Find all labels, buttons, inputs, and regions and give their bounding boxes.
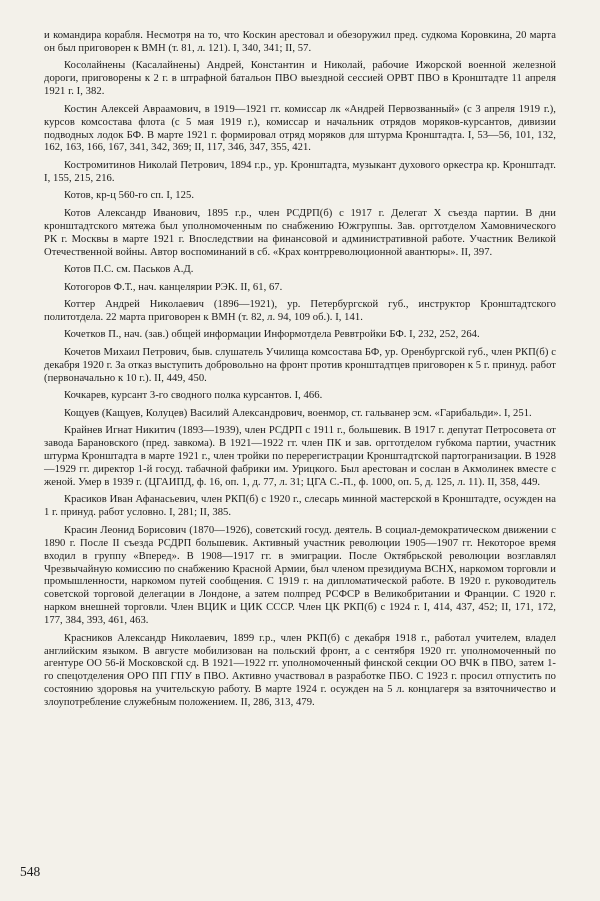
index-entry: Кочкарев, курсант 3-го сводного полка курсантов. I, 466. <box>64 390 323 402</box>
index-entry: Котов, кр-ц 560-го сп. I, 125. <box>64 190 195 202</box>
index-entry: Кощуев (Кащуев, Колуцев) Василий Александрович, военмор, ст. гальванер эсм. «Гарибальди». I, 251. <box>64 407 532 419</box>
page-number: 548 <box>20 864 41 879</box>
index-entry: Красников Александр Николаевич, 1899 г.р., член РКП(б) с декабря 1918 г., работал учителем, владел английским языком. В августе мобилизован на польский фронт, а с сентября 1920 гг. уполномоченный по агентуре ОО 56-й Московской сд. В 1921—1922 гг. уполномоченный финской секции ОО ВЧК в ПВО, затем 1-го спецотделения ОРО ПП ГПУ в ПВО. Активно участвовал в разработке ПБО. С 1923 г. просил отпустить по состоянию здоровья на учительскую работу. В марте 1924 г. осужден на 5 л. концлагеря за взяточничество и злоупотребление служебным положением. II, 286, 313, 479. <box>44 632 556 709</box>
index-entry: Коттер Андрей Николаевич (1896—1921), ур. Петербургской губ., инструктор Кронштадтского политотдела. 22 марта приговорен к ВМН (т. 82, л. 94, 109 об.). I, 141. <box>44 299 556 323</box>
index-entries <box>44 30 556 710</box>
index-entry: Красин Леонид Борисович (1870—1926), советский госуд. деятель. В социал-демократическом движении с 1890 г. После II съезда РСДРП большевик. Активный участник революции 1905—1907 гг. Некоторое время входил в группу «Вперед». В 1908—1917 гг. в эмиграции. После Октябрьской революции возглавлял Чрезвычайную комиссию по снабжению Красной Армии, был членом президиума ВСНХ, наркомом торговли и промышленности, наркомом путей сообщения. С 1919 г. на дипломатической работе. В 1920 г. руководитель советской торговой делегации в Лондоне, а затем полпред РСФСР в Великобритании и Франции. С 1920 г. нарком внешней торговли. Член ВЦИК и ЦИК СССР. Член ЦК РКП(б) с 1924 г. I, 414, 437, 452; II, 171, 172, 177, 384, 393, 461, 463. <box>44 524 556 627</box>
index-entry: Крайнев Игнат Никитич (1893—1939), член РСДРП с 1911 г., большевик. В 1917 г. депутат Петросовета от завода Барановского (пред. завкома). В 1921—1922 гг. член ПК и зав. оргготделом губкома партии, участник штурма Кронштадта в марте 1921 г., член тройки по перерегистрации Кронштадтской партогранизации. В 1928—1929 гг. директор 1-й госуд. табачной фабрики им. Урицкого. Был арестован и сослан в Акмолинек вместе с женой. Умер в 1939 г. (ЦГАИПД, ф. 16, оп. 1, д. 77, л. 31; ЦГА С.-П., ф. 1000, оп. 5, д. 125, л. 11). II, 358, 449. <box>44 425 556 488</box>
index-entry: Котов Александр Иванович, 1895 г.р., член РСДРП(б) с 1917 г. Делегат X съезда партии. В дни кронштадтского мятежа был уполномоченным по снабжению Южгруппы. Зав. оргготделом Хамовнического РК г. Москвы в марте 1921 г. Впоследствии на финансовой и административной работе. Участник Великой Отечественной войны. Автор воспоминаний в сб. «Крах контрреволюционной авантюры». II, 397. <box>44 207 556 258</box>
index-entry: Костин Алексей Авраамович, в 1919—1921 гг. комиссар лк «Андрей Первозванный» (с 3 апреля 1919 г.), курсов комсостава флота (с 5 мая 1919 г.), комиссар и начальник отрядов моряков-курсантов, дивизии подводных лодок БФ. В марте 1921 г. формировал отряд моряков для штурма Кронштадта. I, 53—56, 101, 132, 162, 163, 166, 167, 341, 342, 369; II, 117, 346, 347, 355, 421. <box>44 103 556 154</box>
index-entry: Красиков Иван Афанасьевич, член РКП(б) с 1920 г., слесарь минной мастерской в Кронштадте, осужден на 1 г. принуд. работ условно. I, 281; II, 385. <box>44 494 556 519</box>
index-entry: Кочетов Михаил Петрович, быв. слушатель Училища комсостава БФ, ур. Оренбургской губ., член РКП(б) с декабря 1920 г. За отказ выступить добровольно на фронт против кронштадтцев приговорен к 5 г. принуд. работ (первоначально к 10 г.). II, 449, 450. <box>44 346 556 384</box>
index-entry: Котогоров Ф.Т., нач. канцелярии РЭК. II, 61, 67. <box>64 281 283 293</box>
index-entry: Костромитинов Николай Петрович, 1894 г.р., ур. Кронштадта, музыкант духового оркестра кр. Кронштадт. I, 155, 215, 216. <box>44 159 556 184</box>
index-entry: Косолайнены (Касалайнены) Андрей, Константин и Николай, рабочие Ижорской военной железной дороги, приговорены к 2 г. в штрафной батальон ПВО выездной сессией ОРВТ ПВО в Кронштадте 11 апреля 1921 г. I, 382. <box>44 60 556 98</box>
index-entry: Кочетков П., нач. (зав.) общей информации Информотдела Реввтройки БФ. I, 232, 252, 264. <box>64 329 480 341</box>
index-entry: и командира корабля. Несмотря на то, что Коскин арестовал и обезоружил пред. судкома Коровкина, 20 марта он был приговорен к ВМН (т. 81, л. 121). I, 340, 341; II, 57. <box>44 30 556 54</box>
index-entry: Котов П.С. см. Паськов А.Д. <box>64 264 194 276</box>
